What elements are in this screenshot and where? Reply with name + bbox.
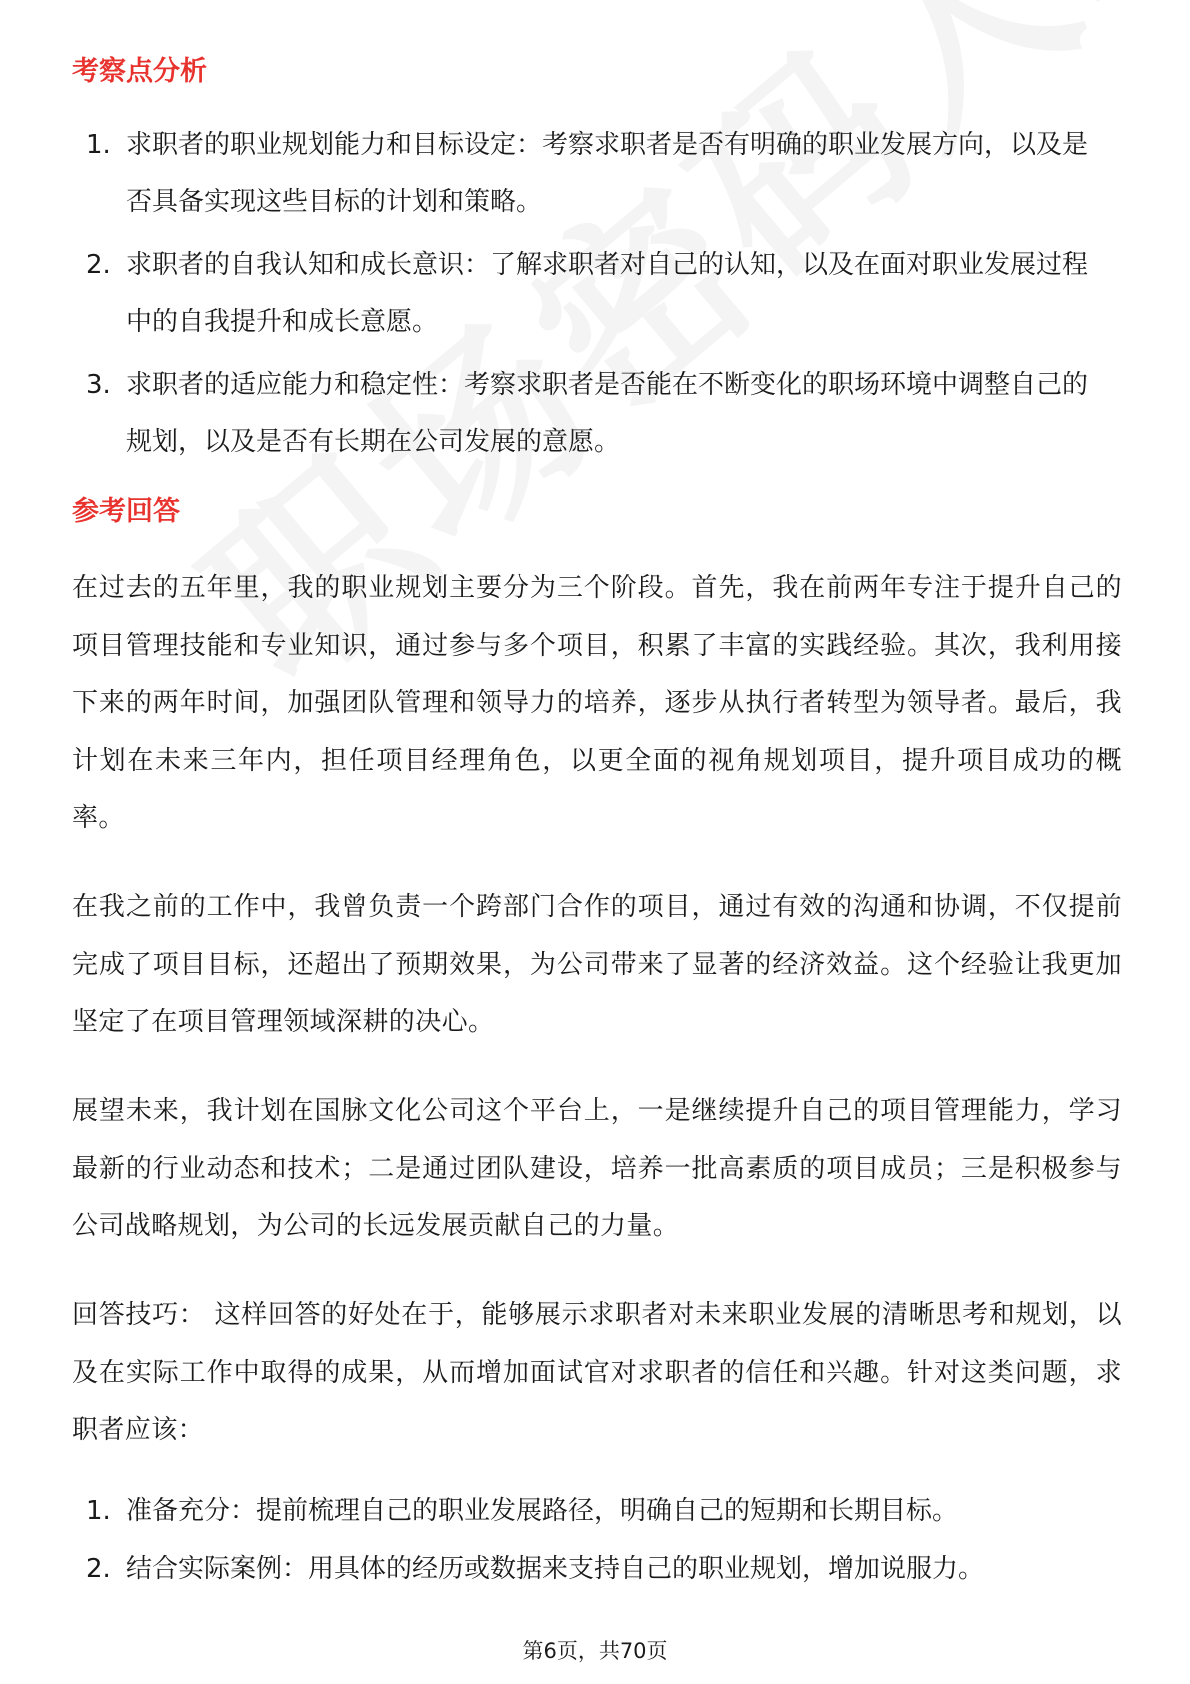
section-heading-answer: 参考回答	[72, 496, 180, 527]
list-item-number: 2.	[86, 1554, 111, 1584]
answer-paragraph: 在过去的五年里，我的职业规划主要分为三个阶段。首先，我在前两年专注于提升自己的项目管理技能和专业知识，通过参与多个项目，积累了丰富的实践经验。其次，我利用接下来的两年时间，加强团队管理和领导力的培养，逐步从执行者转型为领导者。最后，我计划在未来三年内，担任项目经理角色，以更全面的视角规划项目，提升项目成功的概率。	[72, 573, 1122, 834]
answer-paragraph: 在我之前的工作中，我曾负责一个跨部门合作的项目，通过有效的沟通和协调，不仅提前完成了项目目标，还超出了预期效果，为公司带来了显著的经济效益。这个经验让我更加坚定了在项目管理领域深耕的决心。	[72, 892, 1122, 1038]
list-item-number: 3.	[86, 370, 111, 400]
section-heading-analysis: 考察点分析	[72, 56, 207, 87]
analysis-list	[0, 117, 1112, 477]
list-item-text: 求职者的职业规划能力和目标设定：考察求职者是否有明确的职业发展方向，以及是否具备实现这些目标的计划和策略。	[126, 130, 1089, 217]
list-item	[0, 1483, 1112, 1540]
list-item	[0, 357, 1112, 471]
list-item	[0, 117, 1112, 231]
list-item-text: 准备充分：提前梳理自己的职业发展路径，明确自己的短期和长期目标。	[126, 1496, 959, 1526]
list-item	[0, 237, 1112, 351]
page-number: 第6页，共70页	[522, 1639, 668, 1663]
list-item-number: 1.	[86, 130, 111, 160]
list-item-text: 求职者的适应能力和稳定性：考察求职者是否能在不断变化的职场环境中调整自己的规划，以及是否有长期在公司发展的意愿。	[126, 370, 1089, 457]
list-item	[0, 1541, 1112, 1598]
list-item-text: 结合实际案例：用具体的经历或数据来支持自己的职业规划，增加说服力。	[126, 1554, 985, 1584]
list-item-text: 求职者的自我认知和成长意识：了解求职者对自己的认知，以及在面对职业发展过程中的自我提升和成长意愿。	[126, 250, 1089, 337]
list-item-number: 2.	[86, 250, 111, 280]
tips-intro-paragraph: 回答技巧： 这样回答的好处在于，能够展示求职者对未来职业发展的清晰思考和规划，以及在实际工作中取得的成果，从而增加面试官对求职者的信任和兴趣。针对这类问题，求职者应该：	[72, 1300, 1122, 1446]
tips-list	[0, 1483, 1112, 1599]
answer-paragraph: 展望未来，我计划在国脉文化公司这个平台上，一是继续提升自己的项目管理能力，学习最新的行业动态和技术；二是通过团队建设，培养一批高素质的项目成员；三是积极参与公司战略规划，为公司的长远发展贡献自己的力量。	[72, 1096, 1122, 1242]
list-item-number: 1.	[86, 1496, 111, 1526]
